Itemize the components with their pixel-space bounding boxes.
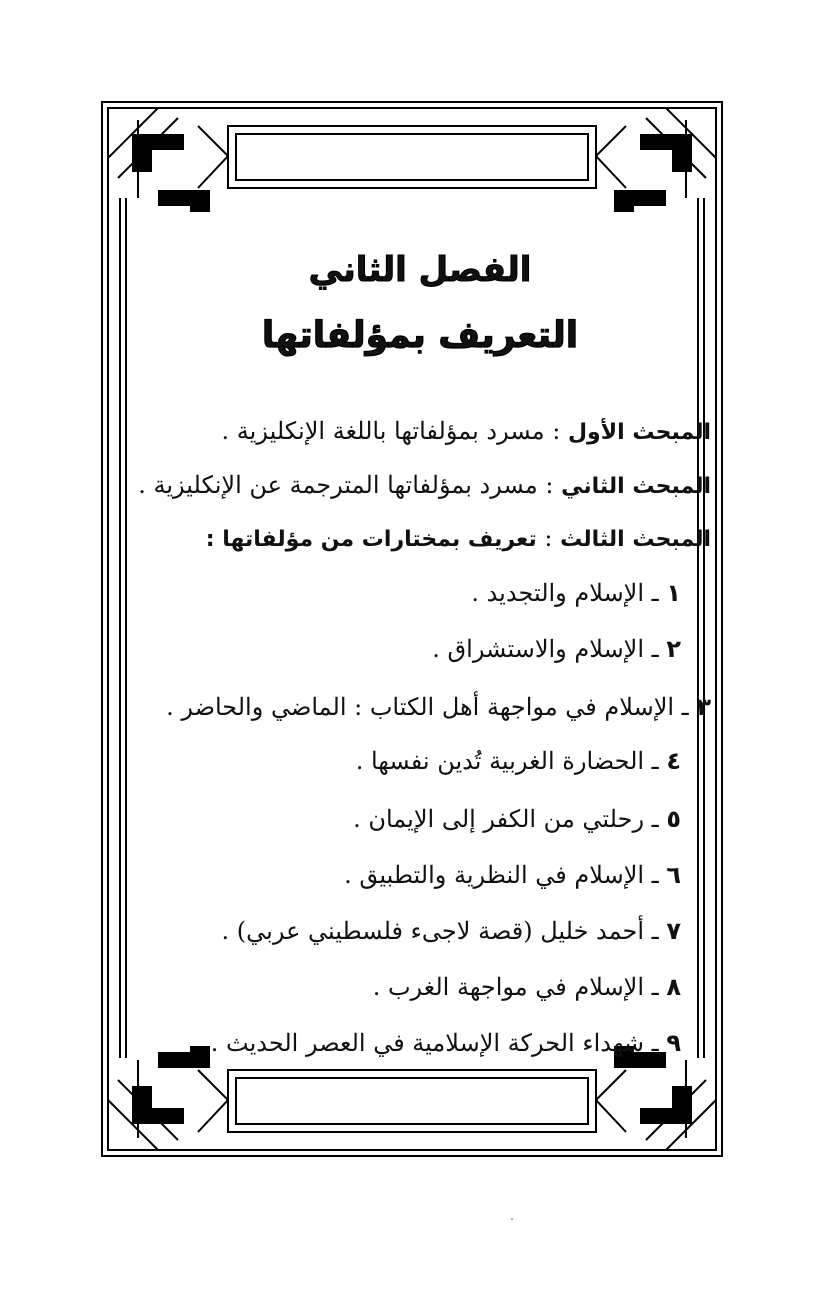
item-dash: ـ bbox=[644, 861, 667, 889]
list-item bbox=[373, 970, 681, 1004]
item-text: الإسلام والاستشراق . bbox=[432, 635, 645, 663]
section-3 bbox=[206, 521, 711, 557]
section-separator: : bbox=[544, 417, 568, 445]
section-label: المبحث الثاني bbox=[561, 474, 711, 499]
item-number: ٥ bbox=[666, 805, 681, 833]
item-number: ٦ bbox=[666, 861, 681, 889]
item-number: ١ bbox=[666, 579, 681, 607]
list-item bbox=[356, 744, 681, 778]
list-item bbox=[432, 632, 681, 666]
item-number: ٧ bbox=[666, 917, 681, 945]
section-text: مسرد بمؤلفاتها باللغة الإنكليزية . bbox=[221, 417, 545, 445]
list-item bbox=[211, 1026, 681, 1060]
section-label: المبحث الأول bbox=[567, 420, 711, 445]
list-item bbox=[471, 576, 681, 610]
item-dash: ـ bbox=[644, 635, 667, 663]
item-dash: ـ bbox=[644, 1029, 667, 1057]
item-number: ٢ bbox=[666, 635, 681, 663]
section-text: تعريف بمختارات من مؤلفاتها : bbox=[205, 527, 537, 552]
section-text: مسرد بمؤلفاتها المترجمة عن الإنكليزية . bbox=[138, 471, 538, 499]
section-1 bbox=[222, 414, 711, 450]
item-text: الإسلام في مواجهة أهل الكتاب : الماضي والحاضر . bbox=[166, 693, 675, 721]
item-dash: ـ bbox=[674, 693, 697, 721]
scan-speck bbox=[511, 1218, 513, 1220]
item-dash: ـ bbox=[644, 973, 667, 1001]
item-dash: ـ bbox=[644, 747, 667, 775]
item-text: رحلتي من الكفر إلى الإيمان . bbox=[353, 805, 645, 833]
section-separator: : bbox=[536, 524, 561, 552]
item-number: ٨ bbox=[666, 973, 681, 1001]
list-item bbox=[353, 802, 681, 836]
item-text: الحضارة الغربية تُدين نفسها . bbox=[355, 747, 645, 775]
item-text: الإسلام في النظرية والتطبيق . bbox=[344, 861, 645, 889]
section-label: المبحث الثالث bbox=[560, 527, 711, 552]
item-text: أحمد خليل (قصة لاجىء فلسطيني عربي) . bbox=[221, 917, 645, 945]
list-item bbox=[166, 690, 711, 724]
item-dash: ـ bbox=[644, 579, 667, 607]
list-item bbox=[222, 914, 681, 948]
item-dash: ـ bbox=[644, 917, 667, 945]
item-number: ٤ bbox=[666, 747, 681, 775]
item-number: ٩ bbox=[666, 1029, 681, 1057]
item-text: الإسلام والتجديد . bbox=[471, 579, 645, 607]
item-text: الإسلام في مواجهة الغرب . bbox=[372, 973, 645, 1001]
item-dash: ـ bbox=[644, 805, 667, 833]
list-item bbox=[344, 858, 681, 892]
section-2 bbox=[138, 468, 711, 504]
item-number: ٣ bbox=[696, 693, 711, 721]
item-text: شهداء الحركة الإسلامية في العصر الحديث . bbox=[210, 1029, 645, 1057]
chapter-subtitle: التعريف بمؤلفاتها bbox=[261, 315, 579, 356]
chapter-title: الفصل الثاني bbox=[308, 250, 532, 290]
section-separator: : bbox=[537, 471, 562, 499]
